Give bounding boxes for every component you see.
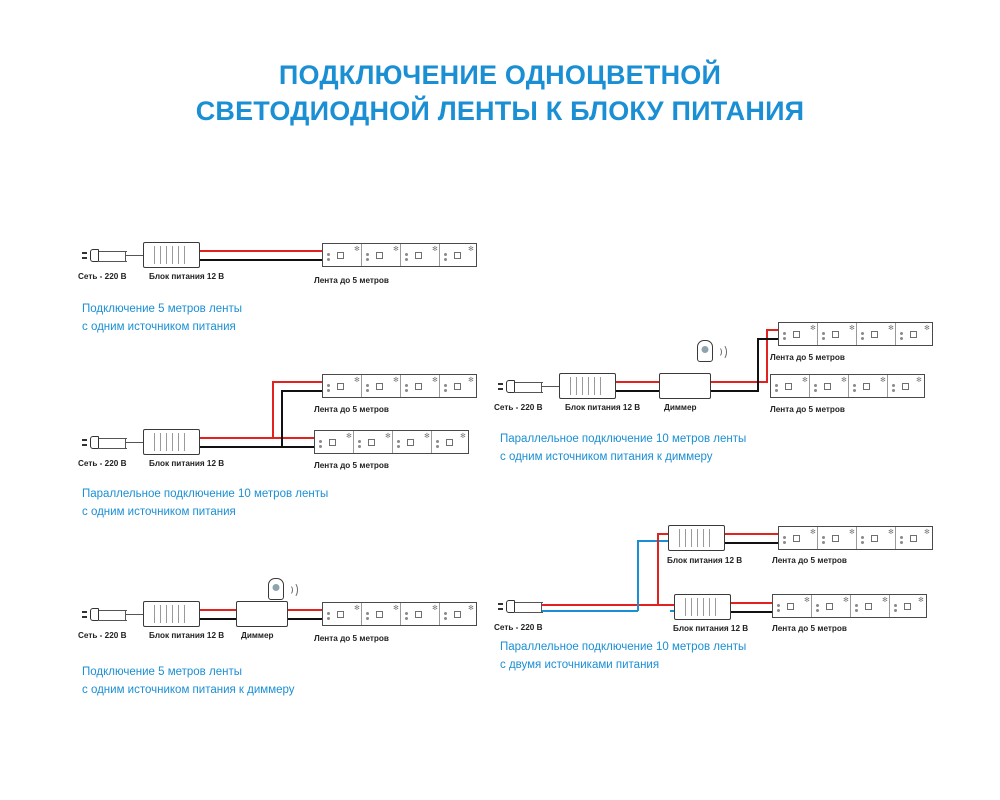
- caption-4-line2: с одним источником питания к диммеру: [500, 451, 713, 464]
- wire-negative-top: [281, 390, 324, 392]
- caption-2-line1: Параллельное подключение 10 метров ленты: [82, 488, 329, 500]
- wire-negative-bottom: [731, 611, 773, 613]
- mains-cord: [515, 382, 543, 383]
- wire-positive-riser: [766, 329, 768, 382]
- wire-positive-top: [725, 533, 780, 535]
- led-strip-top: ✻ ✻ ✻ ✻: [778, 322, 933, 346]
- page-title-line2: СВЕТОДИОДНОЙ ЛЕНТЫ К БЛОКУ ПИТАНИЯ: [195, 95, 805, 126]
- power-supply-unit-bottom: [674, 594, 731, 620]
- remote-control-icon: [697, 340, 713, 362]
- mains-cord: [99, 251, 127, 252]
- label-psu: Блок питания 12 В: [565, 403, 641, 412]
- wire-positive-top: [272, 381, 324, 383]
- led-strip: ✻ ✻ ✻ ✻: [322, 243, 477, 267]
- power-supply-unit: [143, 429, 200, 455]
- mains-cord: [515, 602, 543, 603]
- power-supply-unit: [559, 373, 616, 399]
- caption-3-line1: Подключение 5 метров ленты: [82, 666, 242, 678]
- label-psu: Блок питания 12 В: [149, 631, 225, 640]
- mains-cord: [99, 438, 127, 439]
- mains-line-riser: [657, 533, 659, 605]
- label-dimmer: Диммер: [241, 631, 274, 640]
- mains-cord-4: [542, 386, 559, 387]
- label-strip-bottom: Лента до 5 метров: [770, 405, 845, 414]
- power-supply-unit: [143, 242, 200, 268]
- label-strip-top: Лента до 5 метров: [770, 353, 845, 362]
- wire-negative-top: [725, 542, 780, 544]
- dimmer-unit: [236, 601, 288, 627]
- mains-cord-4: [126, 614, 143, 615]
- page-title-line1: ПОДКЛЮЧЕНИЕ ОДНОЦВЕТНОЙ: [278, 60, 722, 90]
- label-strip-top: Лента до 5 метров: [314, 405, 389, 414]
- wire-positive-riser: [272, 381, 274, 438]
- dimmer-unit: [659, 373, 711, 399]
- led-strip: ✻ ✻ ✻ ✻: [322, 602, 477, 626]
- led-strip-top: ✻ ✻ ✻ ✻: [322, 374, 477, 398]
- led-strip-bottom: ✻ ✻ ✻ ✻: [314, 430, 469, 454]
- caption-1-line1: Подключение 5 метров ленты: [82, 303, 242, 315]
- led-strip-top: ✻ ✻ ✻ ✻: [778, 526, 933, 550]
- wire-positive-bottom: [200, 437, 316, 439]
- caption-4-line1: Параллельное подключение 10 метров ленты: [500, 433, 747, 445]
- label-dimmer: Диммер: [664, 403, 697, 412]
- power-supply-unit: [143, 601, 200, 627]
- wire-negative-psu-dimmer: [616, 390, 659, 392]
- wire-positive-psu-dimmer: [616, 381, 659, 383]
- wire-negative-riser: [281, 390, 283, 447]
- label-psu-bottom: Блок питания 12 В: [673, 624, 749, 633]
- label-mains: Сеть - 220 В: [78, 459, 127, 468]
- mains-cord-3: [515, 392, 543, 393]
- led-strip-bottom: ✻ ✻ ✻ ✻: [772, 594, 927, 618]
- mains-cord-3: [99, 261, 127, 262]
- wire-negative-dimmer-out: [711, 390, 759, 392]
- mains-neutral-riser: [637, 540, 639, 611]
- mains-cord-4: [126, 442, 143, 443]
- wire-positive-dimmer-strip: [288, 609, 323, 611]
- wire-negative-psu-dimmer: [200, 618, 236, 620]
- mains-neutral-top: [637, 540, 670, 542]
- caption-diagram-4: [500, 430, 746, 467]
- wire-positive-dimmer-out: [711, 381, 768, 383]
- caption-diagram-1: [82, 300, 242, 337]
- caption-2-line2: с одним источником питания: [82, 506, 236, 519]
- wire-negative-dimmer-strip: [288, 618, 323, 620]
- mains-cord-3: [99, 620, 127, 621]
- label-mains: Сеть - 220 В: [494, 403, 543, 412]
- wire-positive: [200, 250, 324, 252]
- caption-diagram-5: [500, 638, 746, 675]
- wire-positive-bottom: [731, 602, 773, 604]
- caption-5-line2: с двумя источниками питания: [500, 659, 660, 672]
- label-psu: Блок питания 12 В: [149, 272, 225, 281]
- label-psu: Блок питания 12 В: [149, 459, 225, 468]
- caption-diagram-2: [82, 485, 328, 522]
- caption-5-line1: Параллельное подключение 10 метров ленты: [500, 641, 747, 653]
- mains-wire-neutral: [542, 610, 638, 612]
- mains-wire-line: [542, 604, 672, 606]
- label-mains: Сеть - 220 В: [78, 631, 127, 640]
- caption-3-line2: с одним источником питания к диммеру: [82, 684, 295, 697]
- ir-signal-icon: [715, 344, 727, 360]
- label-strip-bottom: Лента до 5 метров: [314, 461, 389, 470]
- wire-positive-psu-dimmer: [200, 609, 236, 611]
- power-supply-unit-top: [668, 525, 725, 551]
- label-strip: Лента до 5 метров: [314, 634, 389, 643]
- label-mains: Сеть - 220 В: [494, 623, 543, 632]
- wire-negative-top: [757, 338, 780, 340]
- caption-diagram-3: [82, 663, 295, 700]
- label-strip: Лента до 5 метров: [314, 276, 389, 285]
- wire-negative-bottom: [200, 446, 316, 448]
- label-mains: Сеть - 220 В: [78, 272, 127, 281]
- label-strip-bottom: Лента до 5 метров: [772, 624, 847, 633]
- label-strip-top: Лента до 5 метров: [772, 556, 847, 565]
- mains-cord-3: [515, 612, 543, 613]
- wire-negative: [200, 259, 324, 261]
- remote-control-icon: [268, 578, 284, 600]
- ir-signal-icon: [286, 582, 298, 598]
- label-psu-top: Блок питания 12 В: [667, 556, 743, 565]
- caption-1-line2: с одним источником питания: [82, 321, 236, 334]
- mains-cord: [99, 610, 127, 611]
- wire-negative-riser: [757, 338, 759, 391]
- led-strip-bottom: ✻ ✻ ✻ ✻: [770, 374, 925, 398]
- mains-cord-3: [99, 448, 127, 449]
- mains-cord-4: [126, 255, 143, 256]
